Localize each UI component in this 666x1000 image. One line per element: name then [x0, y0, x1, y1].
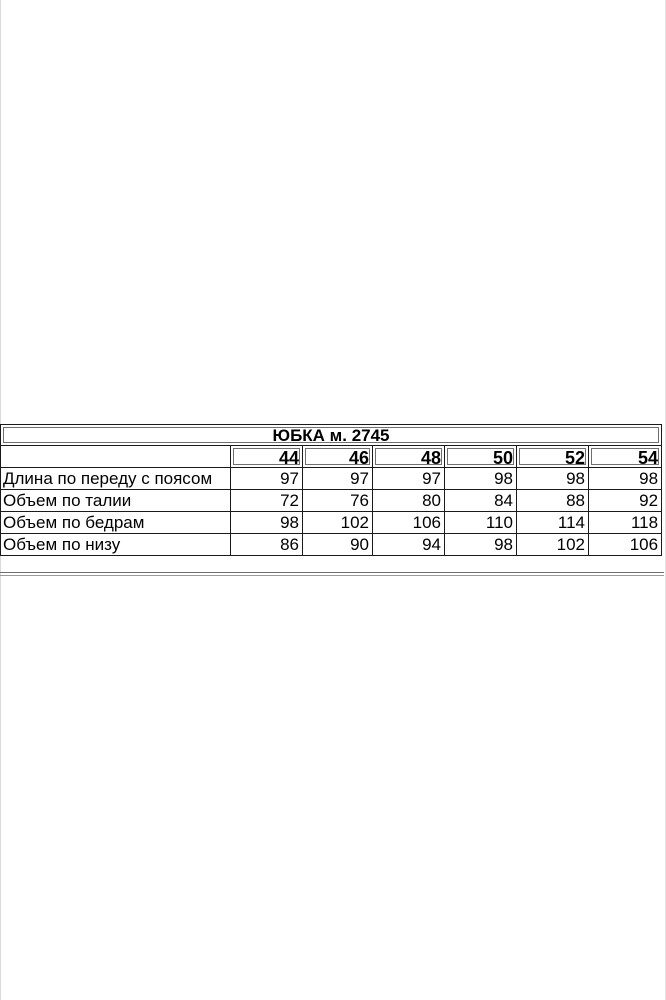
table-row: [0, 512, 662, 534]
row-label: Длина по переду с поясом: [0, 468, 231, 490]
table-title: ЮБКА м. 2745: [0, 424, 662, 446]
size-header-cell: 50: [445, 446, 517, 468]
bottom-rule: [0, 572, 664, 573]
size-header-cell: 48: [373, 446, 445, 468]
value-cell: 98: [445, 534, 517, 556]
value-cell: 97: [373, 468, 445, 490]
value-cell: 90: [303, 534, 373, 556]
value-cell: 98: [589, 468, 662, 490]
value-cell: 98: [517, 468, 589, 490]
table-row: [0, 534, 662, 556]
value-cell: 72: [231, 490, 303, 512]
value-cell: 97: [303, 468, 373, 490]
value-cell: 98: [445, 468, 517, 490]
value-cell: 80: [373, 490, 445, 512]
table-row: [0, 468, 662, 490]
size-header-cell: 54: [589, 446, 662, 468]
size-header-cell: 46: [303, 446, 373, 468]
size-header-cell: 52: [517, 446, 589, 468]
value-cell: 106: [589, 534, 662, 556]
value-cell: 88: [517, 490, 589, 512]
value-cell: 84: [445, 490, 517, 512]
row-label: Объем по талии: [0, 490, 231, 512]
value-cell: 102: [517, 534, 589, 556]
value-cell: 92: [589, 490, 662, 512]
header-corner-cell: [0, 446, 231, 468]
row-label: Объем по бедрам: [0, 512, 231, 534]
value-cell: 106: [373, 512, 445, 534]
value-cell: 76: [303, 490, 373, 512]
value-cell: 94: [373, 534, 445, 556]
row-label: Объем по низу: [0, 534, 231, 556]
value-cell: 97: [231, 468, 303, 490]
value-cell: 102: [303, 512, 373, 534]
value-cell: 114: [517, 512, 589, 534]
size-table: [0, 424, 662, 556]
size-header-row: [0, 446, 662, 468]
value-cell: 86: [231, 534, 303, 556]
value-cell: 110: [445, 512, 517, 534]
value-cell: 98: [231, 512, 303, 534]
size-header-cell: 44: [231, 446, 303, 468]
value-cell: 118: [589, 512, 662, 534]
size-chart: [0, 424, 664, 556]
table-row: [0, 490, 662, 512]
bottom-rule-shadow: [0, 575, 664, 576]
title-row: [0, 424, 662, 446]
